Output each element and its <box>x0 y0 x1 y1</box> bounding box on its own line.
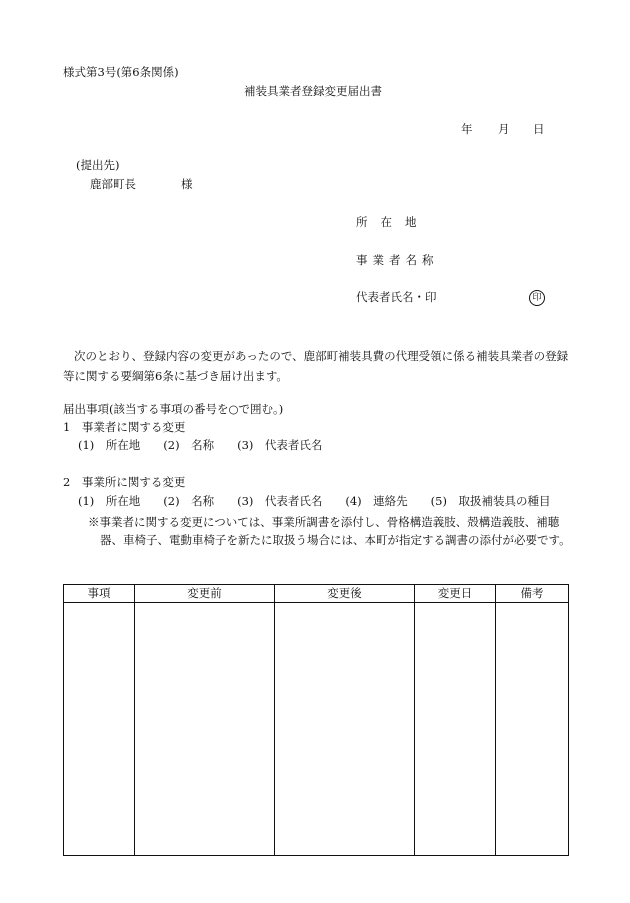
table-header-after: 変更後 <box>275 585 415 603</box>
applicant-representative-label: 代表者氏名・印 <box>356 290 437 304</box>
declaration-text: 次のとおり、登録内容の変更があったので、鹿部町補装具費の代理受領に係る補装具業者の登録等に関する要綱第6条に基づき届け出ます。 <box>63 349 569 383</box>
addressee-name: 鹿部町長 <box>90 177 136 191</box>
table-cell-after[interactable] <box>275 603 415 856</box>
applicant-address-label: 所在地 <box>356 215 430 229</box>
table-row <box>64 603 569 856</box>
table-header-item: 事項 <box>64 585 135 603</box>
table-header-row <box>64 585 569 603</box>
document-title: 補装具業者登録変更届出書 <box>244 84 382 98</box>
table-header-before: 変更前 <box>135 585 275 603</box>
table-cell-date[interactable] <box>415 603 496 856</box>
change-table <box>63 584 569 856</box>
section2-options: (1) 所在地 (2) 名称 (3) 代表者氏名 (4) 連絡先 (5) 取扱補装具の種目 <box>78 494 551 508</box>
section2-title: 2 事業所に関する変更 <box>63 475 186 489</box>
date-year-label: 年 <box>461 122 473 136</box>
form-number: 様式第3号(第6条関係) <box>63 65 179 79</box>
date-month-label: 月 <box>498 122 510 136</box>
section1-options: (1) 所在地 (2) 名称 (3) 代表者氏名 <box>78 438 323 452</box>
applicant-business-name-label: 事業者名称 <box>356 253 439 267</box>
addressee-honorific: 様 <box>181 177 193 191</box>
table-cell-item[interactable] <box>64 603 135 856</box>
table-cell-before[interactable] <box>135 603 275 856</box>
table-header-remarks: 備考 <box>496 585 569 603</box>
addressee-label: (提出先) <box>76 158 120 172</box>
section2-note: ※事業者に関する変更については、事業所調書を添付し、骨格構造義肢、殻構造義肢、補聴器、車椅子、電動車椅子を新たに取扱う場合には、本町が指定する調書の添付が必要です。 <box>88 515 571 547</box>
date-day-label: 日 <box>533 122 545 136</box>
table-header-date: 変更日 <box>415 585 496 603</box>
seal-mark: 印 <box>529 290 545 306</box>
notice-heading: 届出事項(該当する事項の番号を○で囲む。) <box>63 402 284 416</box>
table-cell-remarks[interactable] <box>496 603 569 856</box>
section1-title: 1 事業者に関する変更 <box>63 420 186 434</box>
